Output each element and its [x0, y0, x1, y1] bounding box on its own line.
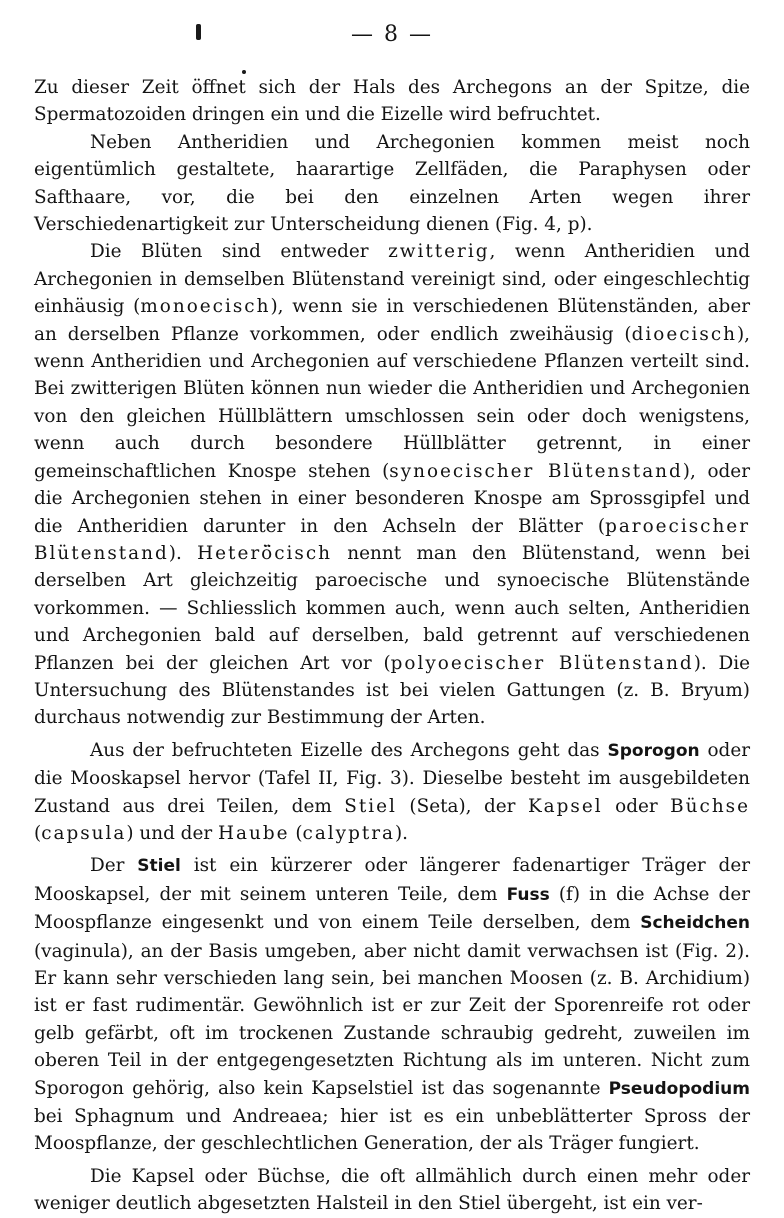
- term-scheidchen: Scheidchen: [640, 913, 750, 934]
- paragraph-5: Der Stiel ist ein kürzerer oder längerer fadenartiger Träger der Mooskapsel, der mit seinem unteren Teile, dem Fuss (f) in die Achse der Moospflanze eingesenkt und von einem Teile derselben, dem Scheidchen (vaginula), an der Basis umgeben, aber nicht damit verwachsen ist (Fig. 2). Er kann sehr verschieden lang sein, bei manchen Moosen (z. B. Archidium) ist er fast rudimentär. Gewöhnlich ist er zur Zeit der Sporenreife rot oder gelb gefärbt, oft im trockenen Zustande schraubig gedreht, zuweilen im oberen Teil in der entgegengesetzten Richtung als im unteren. Nicht zum Sporogon gehörig, also kein Kapselstiel ist das sogenannte Pseudopodium bei Sphagnum und Andreaea; hier ist es ein unbeblätterter Spross der Moospflanze, der geschlechtlichen Generation, der als Träger fungiert.: [34, 855, 751, 1155]
- term-monoecisch: monoecisch: [140, 296, 271, 318]
- term-sporogon: Sporogon: [607, 740, 700, 761]
- term-stiel-bold: Stiel: [137, 856, 181, 877]
- term-fuss: Fuss: [506, 884, 550, 905]
- term-zwitterig: zwitterig: [388, 241, 490, 263]
- term-calyptra: calyptra: [302, 822, 395, 844]
- term-seta: Seta: [416, 795, 459, 817]
- term-polyoecischer: polyoecischer Blütenstand: [390, 652, 694, 674]
- term-paroecischer: paroecischer Blütenstand: [34, 515, 750, 564]
- paragraph-4: Aus der befruchteten Eizelle des Archegons geht das Sporogon oder die Mooskapsel hervor (Tafel II, Fig. 3). Dieselbe besteht im ausgebildeten Zustand aus drei Teilen, dem Stiel (Seta), der Kapsel oder Büchse (capsula) und der Haube (calyptra).: [34, 739, 750, 844]
- term-dioecisch: dioecisch: [631, 323, 737, 345]
- page-number: — 8 —: [351, 22, 433, 47]
- term-pseudopodium: Pseudopodium: [608, 1078, 750, 1099]
- paragraph-6: Die Kapsel oder Büchse, die oft allmählich durch einen mehr oder weniger deutlich abgesetzten Halsteil in den Stiel übergeht, ist ein ver-: [34, 1165, 750, 1215]
- term-haube: Haube: [217, 822, 290, 844]
- term-heteroecisch: Heterö̈cisch: [197, 542, 332, 564]
- paragraph-1: Zu dieser Zeit öffnet sich der Hals des Archegons an der Spitze, die Spermatozoiden dringen ein und die Eizelle wird befruchtet.: [34, 77, 750, 126]
- term-kapsel: Kapsel: [527, 795, 603, 817]
- paragraph-2: Neben Antheridien und Archegonien kommen meist noch eigentümlich gestaltete, haarartige Zellfäden, die Paraphysen oder Safthaare, vor, die bei den einzelnen Arten wegen ihrer Verschiedenartigkeit zur Unterscheidung dienen (Fig. 4, p).: [34, 131, 750, 236]
- term-synoecischer: synoecischer Blütenstand: [389, 460, 683, 482]
- body-text: [34, 74, 750, 1218]
- term-stiel: Stiel: [344, 795, 397, 817]
- term-buechse: Büchse: [670, 795, 750, 817]
- term-capsula: capsula: [41, 822, 127, 844]
- paragraph-3: Die Blüten sind entweder zwitterig, wenn Antheridien und Archegonien in demselben Blütenstand vereinigt sind, oder eingeschlechtig einhäusig (monoecisch), wenn sie in verschiedenen Blütenständen, aber an derselben Pflanze vorkommen, oder endlich zweihäusig (dioecisch), wenn Antheridien und Archegonien auf verschiedene Pflanzen verteilt sind. Bei zwitterigen Blüten können nun wieder die Antheridien und Archegonien von den gleichen Hüllblättern umschlossen sein oder doch wenigstens, wenn auch durch besondere Hüllblätter getrennt, in einer gemeinschaftlichen Knospe stehen (synoecischer Blütenstand), oder die Archegonien stehen in einer besonderen Knospe am Sprossgipfel und die Antheridien darunter in den Achseln der Blätter (paroecischer Blütenstand). Heterö̈cisch nennt man den Blütenstand, wenn bei derselben Art gleichzeitig paroecische und synoecische Blütenstände vorkommen. — Schliesslich kommen auch, wenn auch selten, Antheridien und Archegonien bald auf derselben, bald getrennt auf verschiedenen Pflanzen bei der gleichen Art vor (polyoecischer Blütenstand). Die Untersuchung des Blütenstandes ist bei vielen Gattungen (z. B. Bryum) durchaus notwendig zur Bestimmung der Arten.: [34, 241, 750, 729]
